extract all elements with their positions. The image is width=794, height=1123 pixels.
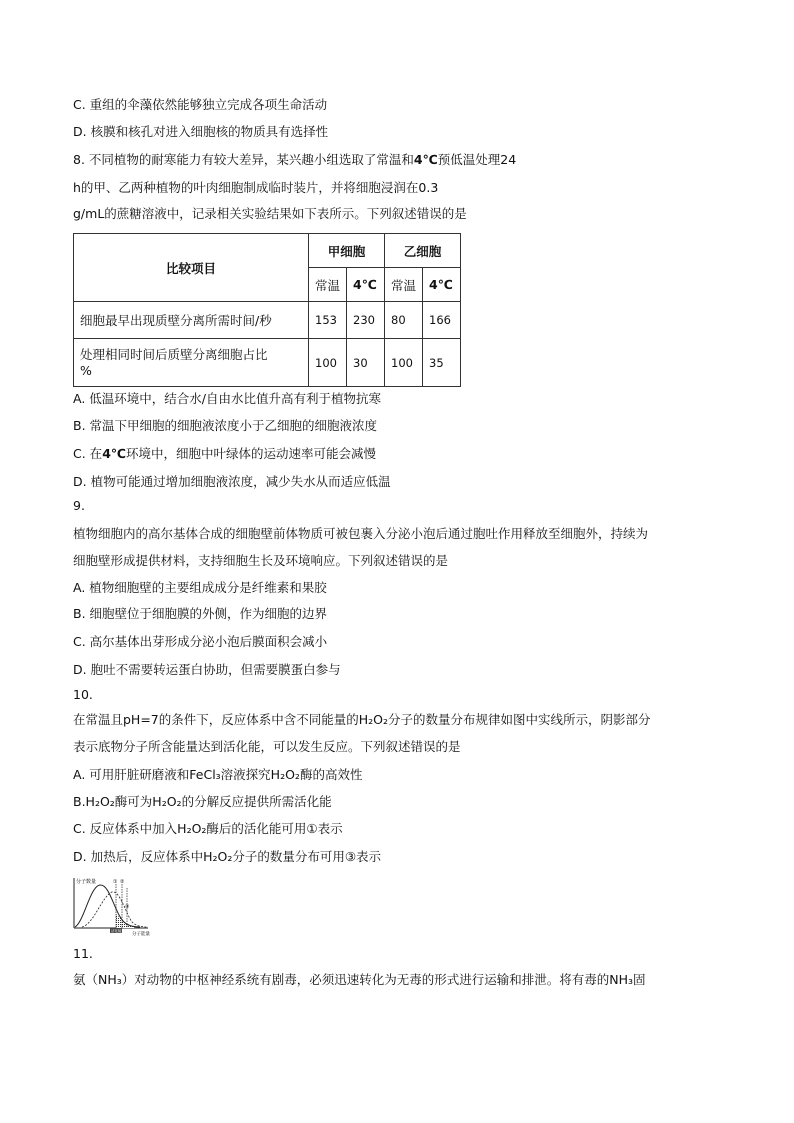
q8-stem-line2: h的甲、乙两种植物的叶肉细胞制成临时装片，并将细胞浸润在0.3 (73, 180, 439, 195)
q8-option-c (73, 445, 376, 463)
table-cell: 35 (423, 339, 461, 387)
table-sub-normal-yi: 常温 (385, 268, 423, 302)
q8-option-d: D. 植物可能通过增加细胞液浓度，减少失水从而适应低温 (73, 474, 391, 489)
q8-option-c-part1: C. 在 (73, 446, 103, 461)
curve-label-2: ② (120, 879, 125, 885)
table-header-jia: 甲细胞 (309, 234, 385, 268)
table-sub-normal-jia: 常温 (309, 268, 347, 302)
experiment-table (73, 233, 461, 387)
table-cell: 100 (385, 339, 423, 387)
table-sub-cold-yi: 4℃ (423, 268, 461, 302)
q11-stem-line1: 氨（NH₃）对动物的中枢神经系统有剧毒，必须迅速转化为无毒的形式进行运输和排泄。将有毒的NH₃固 (73, 972, 646, 987)
q8-stem-line1 (73, 151, 516, 169)
q10-stem-line1: 在常温且pH=7的条件下，反应体系中含不同能量的H₂O₂分子的数量分布规律如图中实线所示，阴影部分 (73, 712, 651, 727)
q10-stem-line2: 表示底物分子所含能量达到活化能，可以发生反应。下列叙述错误的是 (73, 739, 461, 754)
table-cell: 230 (347, 302, 385, 339)
option-c-prev: C. 重组的伞藻依然能够独立完成各项生命活动 (73, 97, 328, 112)
q8-option-b: B. 常温下甲细胞的细胞液浓度小于乙细胞的细胞液浓度 (73, 418, 378, 433)
curve-label-1: ① (113, 879, 118, 885)
y-axis-label: 分子数量 (76, 879, 97, 885)
q8-stem-part1: 8. 不同植物的耐寒能力有较大差异，某兴趣小组选取了常温和 (73, 152, 414, 167)
q8-option-a: A. 低温环境中，结合水/自由水比值升高有利于植物抗寒 (73, 391, 381, 406)
q8-temp-4c: 4℃ (413, 152, 438, 167)
q9-number: 9. (73, 498, 85, 513)
q8-stem-part2: 预低温处理24 (437, 152, 517, 167)
q11-number: 11. (73, 946, 93, 961)
q10-option-d: D. 加热后，反应体系中H₂O₂分子的数量分布可用③表示 (73, 849, 382, 864)
table-header-yi: 乙细胞 (385, 234, 461, 268)
option-d-prev: D. 核膜和核孔对进入细胞核的物质具有选择性 (73, 124, 329, 139)
table-header-item: 比较项目 (74, 234, 309, 302)
dashed-curve (82, 892, 148, 927)
q8-option-c-part2: 环境中，细胞中叶绿体的运动速率可能会减慢 (126, 446, 377, 461)
table-sub-cold-jia: 4℃ (347, 268, 385, 302)
q9-stem-line1: 植物细胞内的高尔基体合成的细胞壁前体物质可被包裹入分泌小泡后通过胞吐作用释放至细胞外，持续为 (73, 526, 649, 541)
table-row2-label (74, 339, 309, 387)
q8-option-c-temp: 4℃ (102, 446, 127, 461)
q9-option-d: D. 胞吐不需要转运蛋白协助，但需要膜蛋白参与 (73, 662, 341, 677)
solid-curve (75, 885, 140, 927)
table-row2-label-line1: 处理相同时间后质壁分离细胞占比 (80, 346, 268, 362)
energy-distribution-figure (70, 874, 152, 936)
q9-option-a: A. 植物细胞壁的主要组成成分是纤维素和果胶 (73, 580, 327, 595)
table-cell: 153 (309, 302, 347, 339)
q10-option-b: B.H₂O₂酶可为H₂O₂的分解反应提供所需活化能 (73, 794, 332, 809)
q10-number: 10. (73, 687, 93, 702)
activation-energy-label: 活化能 (111, 929, 122, 933)
table-row1-label: 细胞最早出现质壁分离所需时间/秒 (74, 302, 309, 339)
curve-label-3: ③ (125, 904, 130, 910)
q10-option-c: C. 反应体系中加入H₂O₂酶后的活化能可用①表示 (73, 821, 343, 836)
q10-option-a: A. 可用肝脏研磨液和FeCl₃溶液探究H₂O₂酶的高效性 (73, 767, 363, 782)
table-cell: 100 (309, 339, 347, 387)
q9-option-b: B. 细胞壁位于细胞膜的外侧，作为细胞的边界 (73, 606, 328, 621)
q8-stem-line3: g/mL的蔗糖溶液中，记录相关实验结果如下表所示。下列叙述错误的是 (73, 206, 467, 221)
table-row2-label-line2: % (80, 362, 92, 378)
table-cell: 80 (385, 302, 423, 339)
table-cell: 166 (423, 302, 461, 339)
table-cell: 30 (347, 339, 385, 387)
x-axis-label: 分子能量 (132, 932, 150, 936)
q9-stem-line2: 细胞壁形成提供材料，支持细胞生长及环境响应。下列叙述错误的是 (73, 553, 449, 568)
q9-option-c: C. 高尔基体出芽形成分泌小泡后膜面积会减小 (73, 634, 328, 649)
